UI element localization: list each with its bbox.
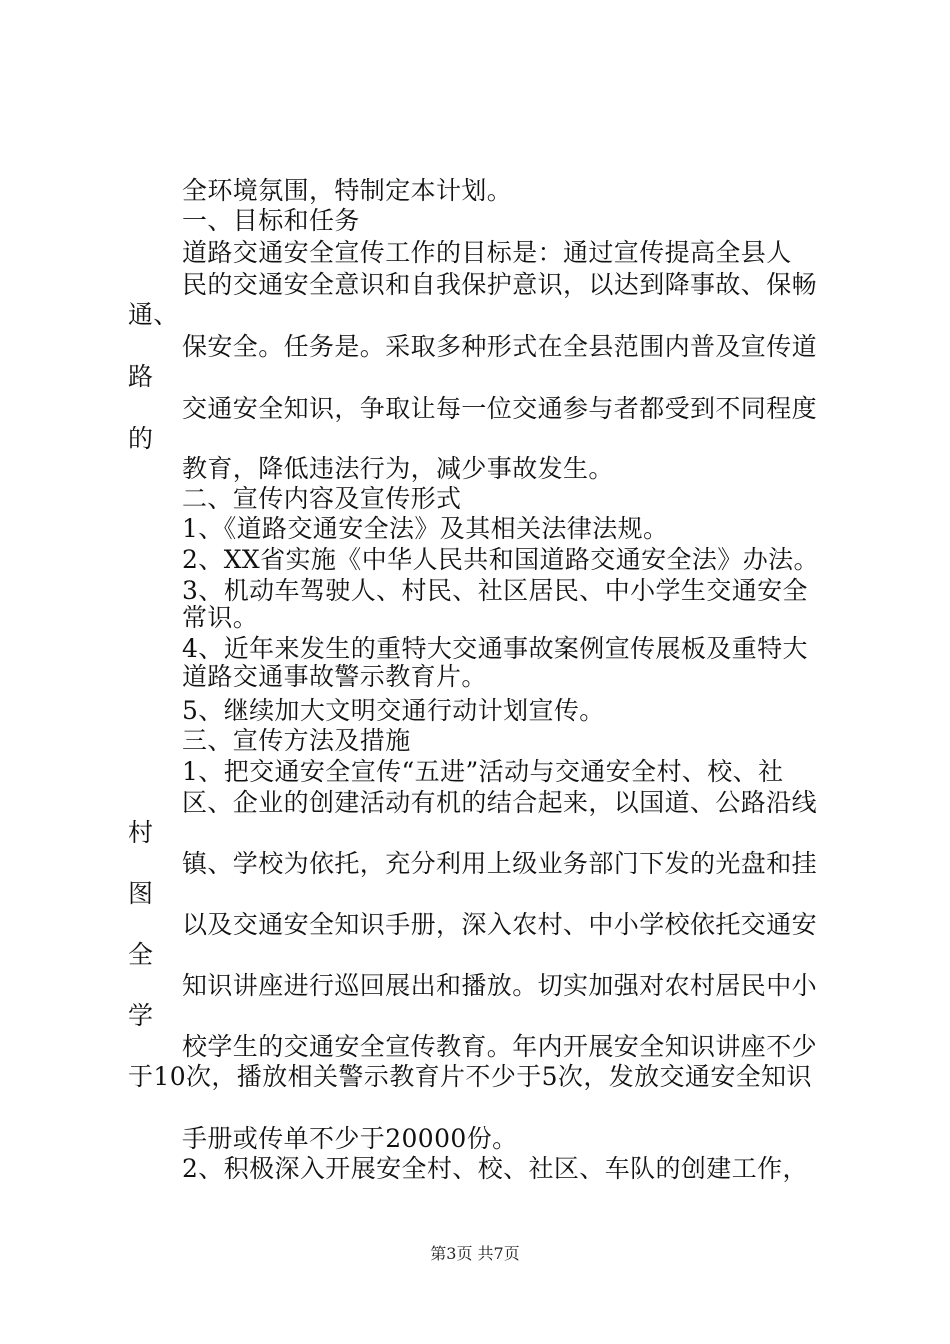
text-line: 校学生的交通安全宣传教育。年内开展安全知识讲座不少 [182,1032,818,1061]
text-line: 学 [128,1001,154,1030]
list-item: 1、把交通安全宣传“五进”活动与交通安全村、校、社 [182,757,784,786]
text-line: 以及交通安全知识手册，深入农村、中小学校依托交通安 [182,910,818,939]
text-line: 区、企业的创建活动有机的结合起来，以国道、公路沿线 [182,788,818,817]
text-line: 全 [128,940,154,969]
text-line: 镇、学校为依托，充分利用上级业务部门下发的光盘和挂 [182,849,818,878]
section-heading: 一、目标和任务 [182,206,360,235]
text-line: 保安全。任务是。采取多种形式在全县范围内普及宣传道 [182,332,818,361]
page-number-footer: 第3页 共7页 [430,1244,520,1263]
text-line: 于10次，播放相关警示教育片不少于5次，发放交通安全知识 [128,1062,812,1091]
text-line: 全环境氛围，特制定本计划。 [182,176,513,205]
text-line: 交通安全知识，争取让每一位交通参与者都受到不同程度 [182,394,818,423]
list-item: 1、《道路交通安全法》及其相关法律法规。 [182,514,669,543]
text-line: 知识讲座进行巡回展出和播放。切实加强对农村居民中小 [182,971,818,1000]
list-item: 2、积极深入开展安全村、校、社区、车队的创建工作， [182,1154,808,1183]
list-item: 2、XX省实施《中华人民共和国道路交通安全法》办法。 [182,545,819,574]
text-line: 手册或传单不少于20000份。 [182,1124,518,1153]
text-line: 的 [128,424,154,453]
text-line: 道路交通安全宣传工作的目标是：通过宣传提高全县人 [182,238,792,267]
text-line: 路 [128,362,154,391]
text-line: 通、 [128,300,179,329]
text-line: 常识。 [182,603,259,632]
text-line: 村 [128,818,154,847]
text-line: 民的交通安全意识和自我保护意识，以达到降事故、保畅 [182,270,818,299]
text-line: 图 [128,879,154,908]
list-item: 4、近年来发生的重特大交通事故案例宣传展板及重特大 [182,634,808,663]
list-item: 3、机动车驾驶人、村民、社区居民、中小学生交通安全 [182,576,808,605]
text-line: 教育，降低违法行为，减少事故发生。 [182,454,614,483]
list-item: 5、继续加大文明交通行动计划宣传。 [182,696,605,725]
section-heading: 二、宣传内容及宣传形式 [182,484,462,513]
section-heading: 三、宣传方法及措施 [182,726,411,755]
text-line: 道路交通事故警示教育片。 [182,662,487,691]
